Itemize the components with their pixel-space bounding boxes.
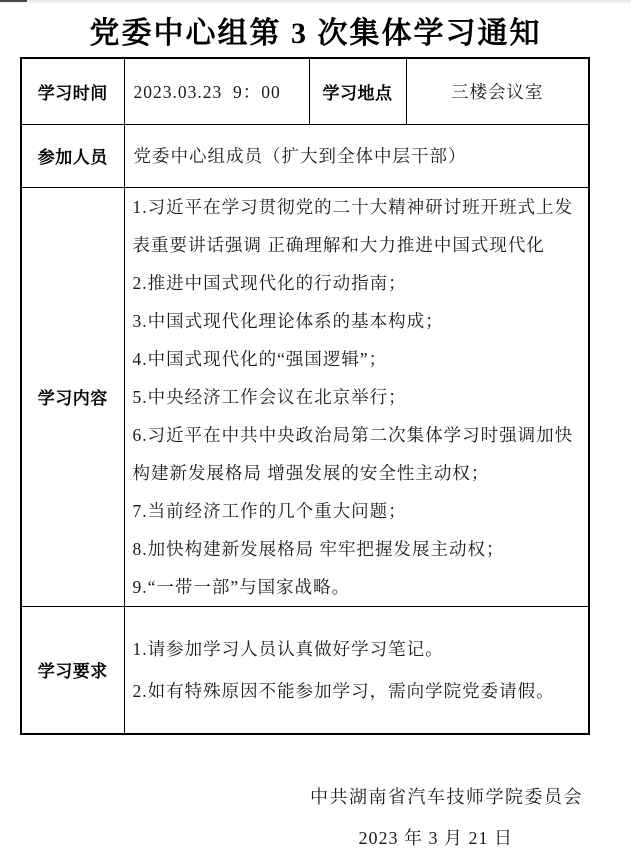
content-item-9: 9.“一带一部”与国家战略。 [132,576,351,597]
issuing-organization: 中共湖南省汽车技师学院委员会 [310,787,583,807]
requirements-item-list [125,628,589,712]
study-location-label: 学习地点 [309,58,406,124]
table-row-participants [21,124,589,187]
requirement-item-2: 2.如有特殊原因不能参加学习，需向学院党委请假。 [132,680,555,701]
requirements-cell [124,606,589,734]
study-time-label: 学习时间 [21,58,124,124]
content-item-4: 4.中国式现代化的“强国逻辑”； [132,348,388,369]
content-item-list [125,188,589,606]
requirements-label: 学习要求 [21,606,124,734]
participants-value: 党委中心组成员（扩大到全体中层干部） [124,124,589,187]
content-item-8: 8.加快构建新发展格局 牢牢把握发展主动权； [132,538,505,559]
content-cell [124,187,589,606]
screen-corner-artifact [0,0,27,2]
content-item-2: 2.推进中国式现代化的行动指南； [132,272,407,293]
participants-label: 参加人员 [21,124,124,187]
content-label: 学习内容 [21,187,124,606]
screen-edge-artifact [0,0,631,4]
notice-table [20,57,590,735]
page-title: 党委中心组第 3 次集体学习通知 [89,17,542,50]
content-item-7: 7.当前经济工作的几个重大问题； [132,500,407,521]
table-row-time [21,58,589,124]
requirement-item-1: 1.请参加学习人员认真做好学习笔记。 [132,638,444,659]
table-row-requirements [21,606,589,734]
content-item-5: 5.中央经济工作会议在北京举行； [132,386,407,407]
table-row-content [21,187,589,606]
issue-date: 2023 年 3 月 21 日 [358,828,513,848]
content-item-3: 3.中国式现代化理论体系的基本构成； [132,310,444,331]
content-item-1: 1.习近平在学习贯彻党的二十大精神研讨班开班式上发表重要讲话强调 正确理解和大力推进中国式现代化 [132,196,574,255]
content-item-6: 6.习近平在中共中央政治局第二次集体学习时强调加快构建新发展格局 增强发展的安全性主动权； [132,424,574,483]
study-time-value: 2023.03.23 9：00 [124,58,309,124]
study-location-value: 三楼会议室 [406,58,589,124]
